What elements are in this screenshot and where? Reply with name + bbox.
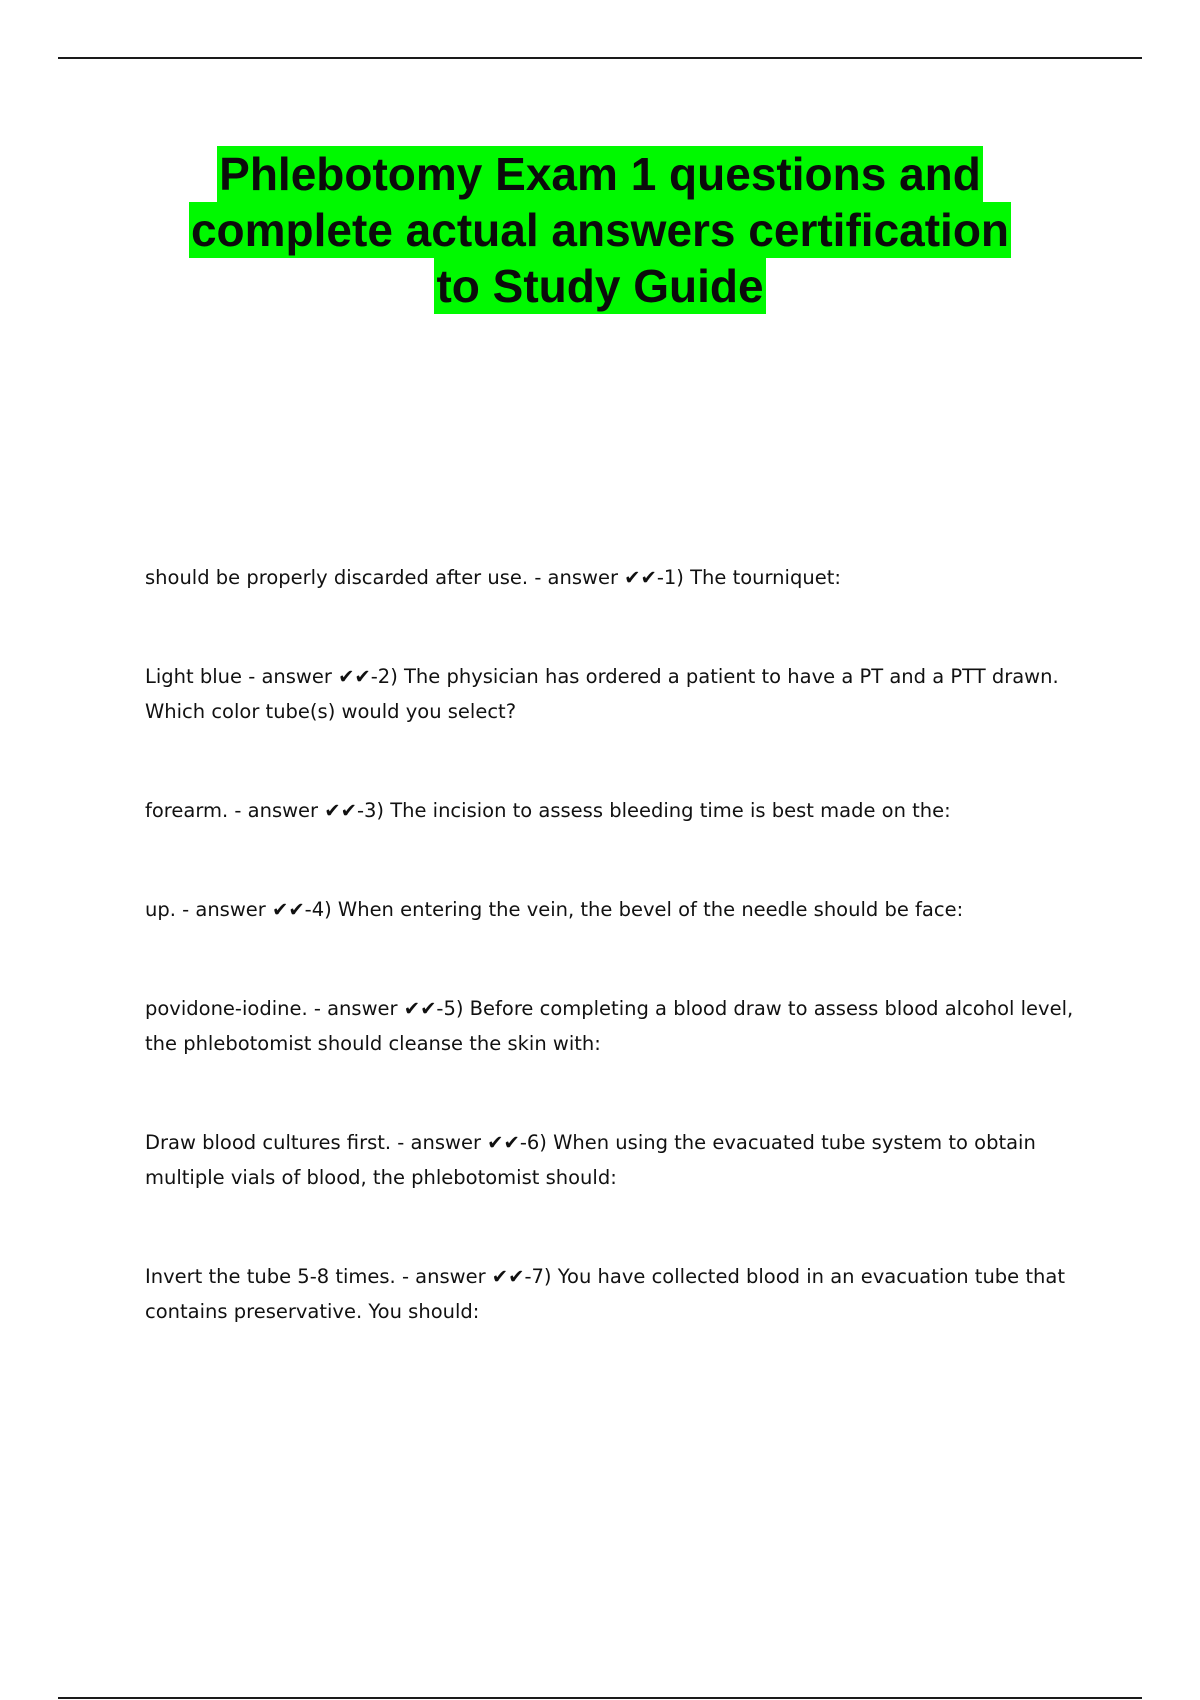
qa-item-5: povidone-iodine. - answer ✔✔-5) Before completing a blood draw to assess blood alcohol level, the phlebotomist should cleanse the skin with: <box>145 997 1074 1055</box>
title-line-3: to Study Guide <box>436 260 764 312</box>
qa-item-3: forearm. - answer ✔✔-3) The incision to assess bleeding time is best made on the: <box>145 799 951 822</box>
qa-list <box>145 560 1095 1329</box>
qa-item-1: should be properly discarded after use. - answer ✔✔-1) The tourniquet: <box>145 566 841 589</box>
title-line-2: complete actual answers certification <box>190 204 1010 256</box>
bottom-rule <box>58 1697 1142 1699</box>
document-title <box>100 146 1100 314</box>
title-line-1: Phlebotomy Exam 1 questions and <box>219 148 981 200</box>
qa-item-7: Invert the tube 5-8 times. - answer ✔✔-7) You have collected blood in an evacuation tube that contains preservative. You should: <box>145 1265 1065 1323</box>
qa-item-2: Light blue - answer ✔✔-2) The physician has ordered a patient to have a PT and a PTT drawn. Which color tube(s) would you select? <box>145 665 1059 723</box>
qa-item-6: Draw blood cultures first. - answer ✔✔-6) When using the evacuated tube system to obtain multiple vials of blood, the phlebotomist should: <box>145 1131 1036 1189</box>
top-rule <box>58 57 1142 59</box>
qa-item-4: up. - answer ✔✔-4) When entering the vein, the bevel of the needle should be face: <box>145 898 964 921</box>
